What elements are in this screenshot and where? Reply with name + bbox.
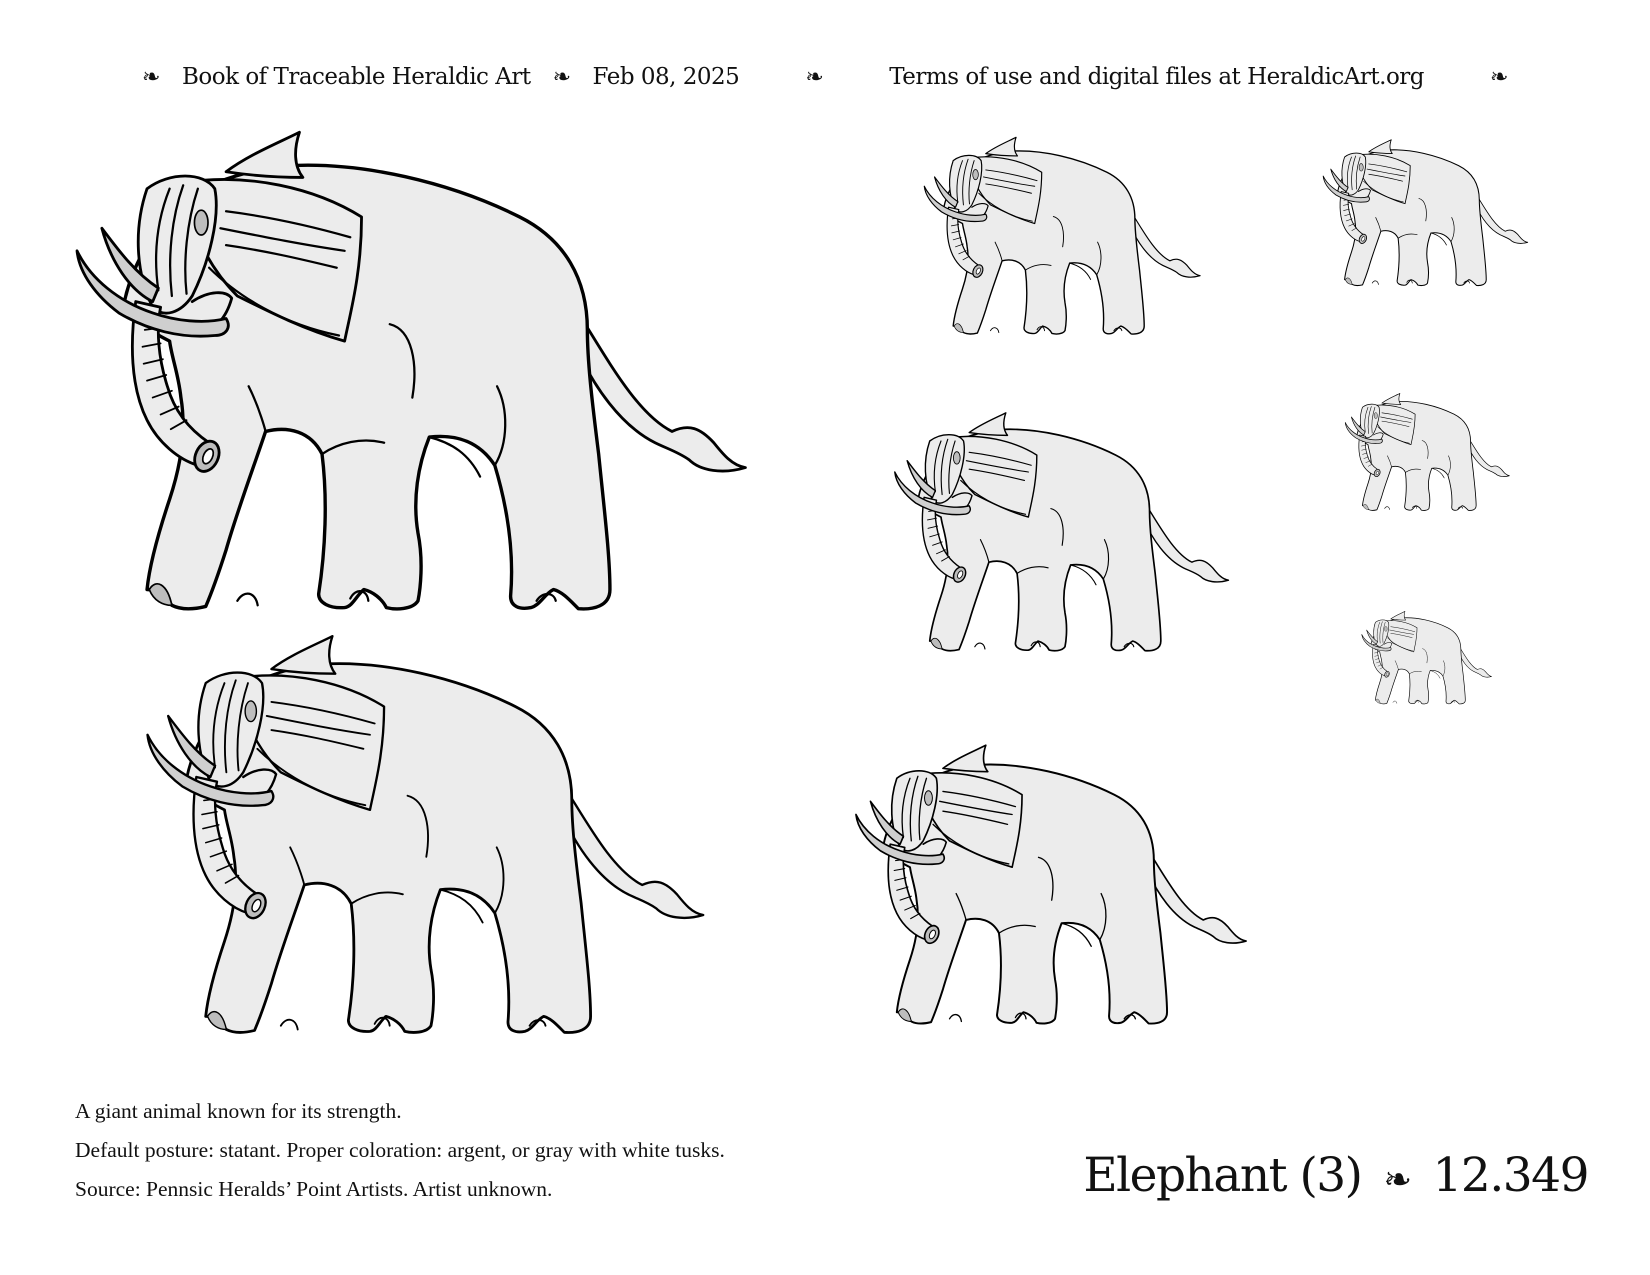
terms-notice: Terms of use and digital files at HeraldicArt.org: [889, 64, 1425, 90]
plate-caption: [1083, 1148, 1588, 1218]
header-date: Feb 08, 2025: [592, 64, 740, 90]
description-line: A giant animal known for its strength.: [75, 1099, 402, 1123]
elephant-figure-small-3: [1360, 610, 1496, 707]
plate-number: 12.349: [1432, 1148, 1588, 1203]
elephant-figure-medium-3: [850, 742, 1260, 1032]
book-title: Book of Traceable Heraldic Art: [181, 64, 531, 90]
fleuron-ornament: ❧: [142, 64, 160, 90]
plate-name: Elephant (3): [1083, 1148, 1362, 1203]
elephant-figure-small-1: [1320, 138, 1535, 290]
elephant-figure-large-2: [140, 628, 722, 1048]
fleuron-ornament: ❧: [1383, 1160, 1411, 1200]
description-line: Source: Pennsic Heralds’ Point Artists. Artist unknown.: [75, 1177, 553, 1201]
elephant-figure-small-2: [1343, 392, 1515, 514]
elephant-figure-medium-1: [920, 135, 1210, 340]
fleuron-ornament: ❧: [1490, 64, 1508, 90]
elephant-figure-large-1: [68, 125, 768, 625]
fleuron-ornament: ❧: [552, 64, 571, 90]
page-header: [0, 52, 1650, 102]
fleuron-ornament: ❧: [805, 64, 824, 90]
elephant-figure-medium-2: [890, 410, 1240, 658]
figure-description: [75, 1092, 975, 1209]
description-line: Default posture: statant. Proper coloration: argent, or gray with white tusks.: [75, 1138, 725, 1162]
